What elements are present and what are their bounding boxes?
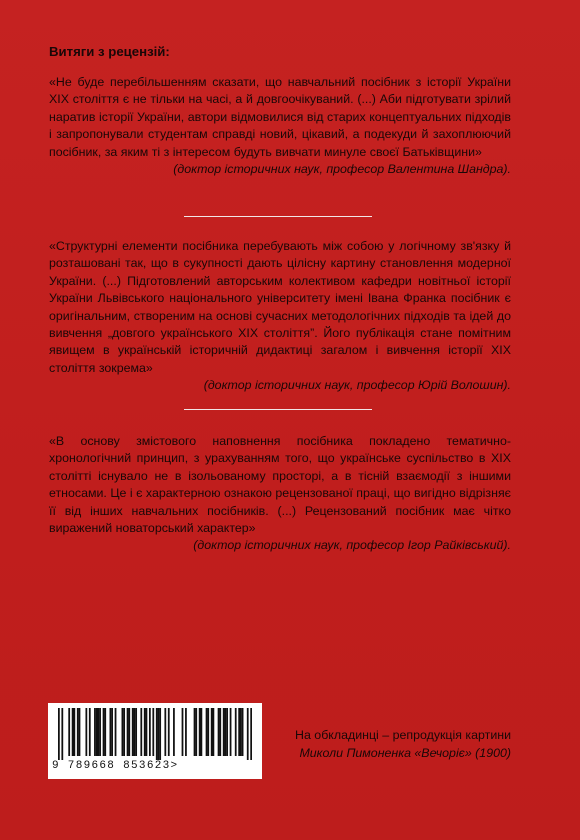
barcode-bar: [115, 708, 117, 756]
isbn-barcode: [48, 703, 262, 779]
barcode-bar: [149, 708, 151, 756]
barcode-bar: [230, 708, 232, 756]
barcode-bar: [79, 708, 81, 756]
barcode-bar: [158, 708, 160, 760]
divider-1: [184, 216, 372, 217]
barcode-bar: [77, 708, 79, 756]
review-3-author: (доктор історичних наук, професор Ігор Райківський).: [193, 538, 511, 553]
cover-art-caption: [281, 727, 511, 762]
barcode-bar: [223, 708, 225, 756]
barcode-bar: [140, 708, 142, 756]
divider-2: [184, 409, 372, 410]
barcode-bar: [173, 708, 175, 756]
barcode-bar: [238, 708, 240, 756]
barcode-bar: [159, 708, 161, 760]
barcode-bar: [96, 708, 98, 756]
barcode-bar: [85, 708, 87, 756]
barcode-bar: [146, 708, 148, 756]
barcode-bar: [132, 708, 134, 756]
review-2: [49, 238, 511, 395]
barcode-bar: [104, 708, 106, 756]
barcode-bar: [250, 708, 252, 760]
barcode-bar: [219, 708, 221, 756]
barcode-bar: [103, 708, 105, 756]
review-1: [49, 74, 511, 178]
barcode-bar: [73, 708, 75, 756]
barcode-bar: [242, 708, 244, 756]
barcode-bar: [206, 708, 208, 756]
barcode-bar: [199, 708, 201, 756]
barcode-bar: [211, 708, 213, 756]
barcode-bar: [156, 708, 158, 760]
barcode-bar: [247, 708, 249, 760]
barcode-bar: [213, 708, 215, 756]
review-2-text: «Структурні елементи посібника перебувають між собою у логічному зв'язку й розташовані так, що в сукупності дають цілісну картину становлення модерної України. (...) Підготовлений авторським колективом кафедри новітньої історії України Львівського національного університету імені Івана Франка посібник є оригінальним, створеним на основі сучасних методологічних підходів та ідей до вивчення „довгого українського ХІХ століття”. Його публікація стане помітним явищем в українській історичній дидактиці загалом і вивчення історії ХІХ століття зокрема»: [49, 239, 511, 375]
barcode-bar: [99, 708, 101, 756]
barcode-bar: [68, 708, 70, 756]
reviews-heading: Витяги з рецензій:: [49, 44, 170, 59]
review-1-author: (доктор історичних наук, професор Валентина Шандра).: [173, 162, 511, 177]
barcode-bar: [110, 708, 112, 756]
barcode-bar: [185, 708, 187, 756]
barcode-bar: [144, 708, 146, 756]
barcode-bar: [127, 708, 129, 756]
barcode-bar: [201, 708, 203, 756]
isbn-digits: 9 789668 853623: [52, 760, 171, 772]
barcode-bar: [122, 708, 124, 756]
caption-line-1: На обкладинці – репродукція картини: [295, 728, 511, 742]
review-3-text: «В основу змістового наповнення посібника покладено тематично-хронологічний принцип, з урахуванням того, що українське суспільство в ХІХ столітті існувало не в ізольованому просторі, а в тісній взаємодії з іншими етносами. Це і є характерною ознакою рецензованої праці, що вигідно відрізняє її від інших навчальних посібників. (...) Рецензований посібник має чітко виражений новаторський характер»: [49, 434, 511, 536]
barcode-bar: [58, 708, 60, 760]
barcode-bar: [135, 708, 137, 756]
barcode-bar: [235, 708, 237, 756]
barcode-bars: [58, 708, 252, 760]
barcode-bar: [218, 708, 220, 756]
barcode-bar: [240, 708, 242, 756]
barcode-bar: [97, 708, 99, 756]
barcode-bar: [72, 708, 74, 756]
barcode-bar: [225, 708, 227, 756]
isbn-number: [52, 760, 258, 772]
barcode-bar: [195, 708, 197, 756]
barcode-bar: [164, 708, 166, 756]
caption-line-2: Миколи Пимоненка «Вечоріє» (1900): [299, 745, 511, 760]
barcode-bar: [94, 708, 96, 756]
review-1-text: «Не буде перебільшенням сказати, що навчальний посібник з історії України ХІХ століття є не тільки на часі, а й довгоочікуваний. (...) Аби підготувати зрілий наратив історії України, автори відмовилися від старих концептуальних підходів і запропонували студентам справді новий, цікавий, а подекуди й захоплюючий посібник, за яким ті з інтересом будуть вивчати минуле своєї Батьківщини»: [49, 75, 511, 159]
barcode-bar: [168, 708, 170, 756]
barcode-bar: [194, 708, 196, 756]
barcode-bar: [128, 708, 130, 756]
barcode-bar: [89, 708, 91, 756]
barcode-bar: [111, 708, 113, 756]
review-3: [49, 433, 511, 555]
barcode-bar: [123, 708, 125, 756]
barcode-bar: [61, 708, 63, 760]
barcode-bar: [182, 708, 184, 756]
review-2-author: (доктор історичних наук, професор Юрій Волошин).: [203, 378, 511, 393]
barcode-bar: [152, 708, 154, 756]
barcode-bar: [134, 708, 136, 756]
barcode-bar: [226, 708, 228, 756]
isbn-quiet-zone-mark: >: [170, 760, 179, 772]
barcode-bar: [207, 708, 209, 756]
